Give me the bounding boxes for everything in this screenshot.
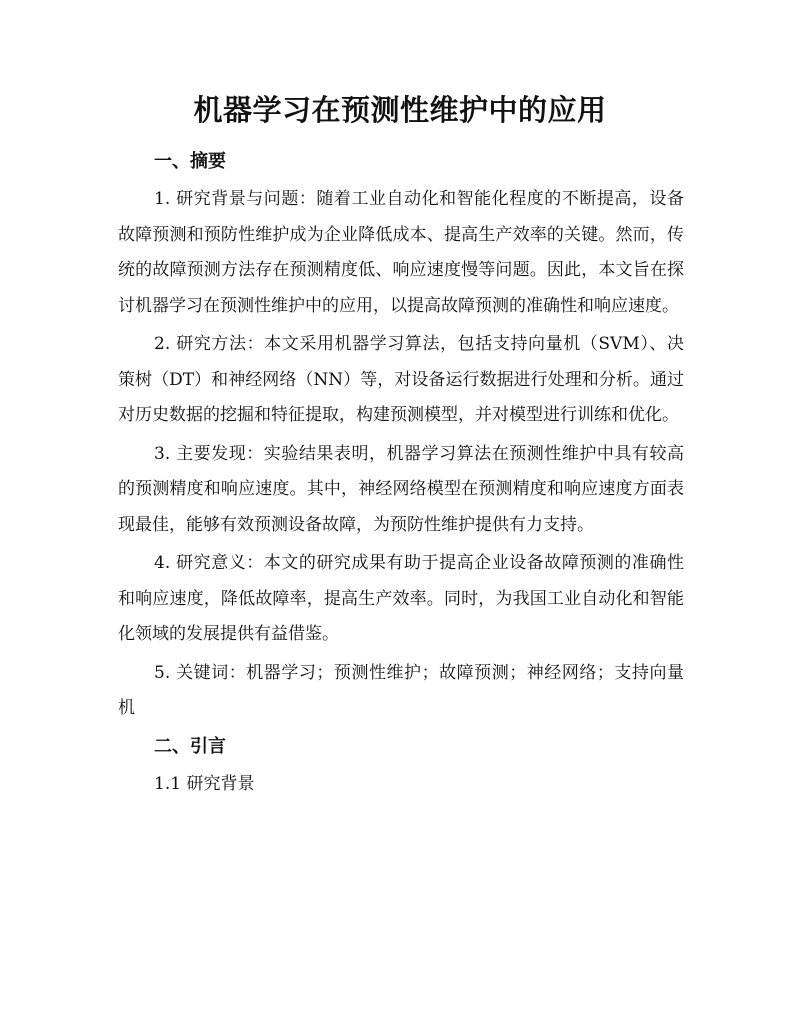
abstract-paragraph-1: 1. 研究背景与问题：随着工业自动化和智能化程度的不断提高，设备故障预测和预防性维护成为企业降低成本、提高生产效率的关键。然而，传统的故障预测方法存在预测精度低、响应速度慢等问题。因此，本文旨在探讨机器学习在预测性维护中的应用，以提高故障预测的准确性和响应速度。: [118, 189, 684, 316]
document-body: [118, 145, 684, 801]
introduction-heading: 二、引言: [154, 735, 226, 757]
abstract-paragraph-2: 2. 研究方法：本文采用机器学习算法，包括支持向量机（SVM）、决策树（DT）和神经网络（NN）等，对设备运行数据进行处理和分析。通过对历史数据的挖掘和特征提取，构建预测模型，并对模型进行训练和优化。: [118, 334, 684, 425]
abstract-keywords: 5. 关键词：机器学习；预测性维护；故障预测；神经网络；支持向量机: [118, 662, 684, 718]
subsection-heading-1-1: 1.1 研究背景: [154, 773, 255, 794]
abstract-paragraph-3: 3. 主要发现：实验结果表明，机器学习算法在预测性维护中具有较高的预测精度和响应速度。其中，神经网络模型在预测精度和响应速度方面表现最佳，能够有效预测设备故障，为预防性维护提供有力支持。: [118, 443, 684, 535]
abstract-heading: 一、摘要: [154, 151, 226, 172]
document-title: 机器学习在预测性维护中的应用: [193, 93, 607, 127]
abstract-paragraph-4: 4. 研究意义：本文的研究成果有助于提高企业设备故障预测的准确性和响应速度，降低故障率，提高生产效率。同时，为我国工业自动化和智能化领域的发展提供有益借鉴。: [118, 553, 684, 644]
